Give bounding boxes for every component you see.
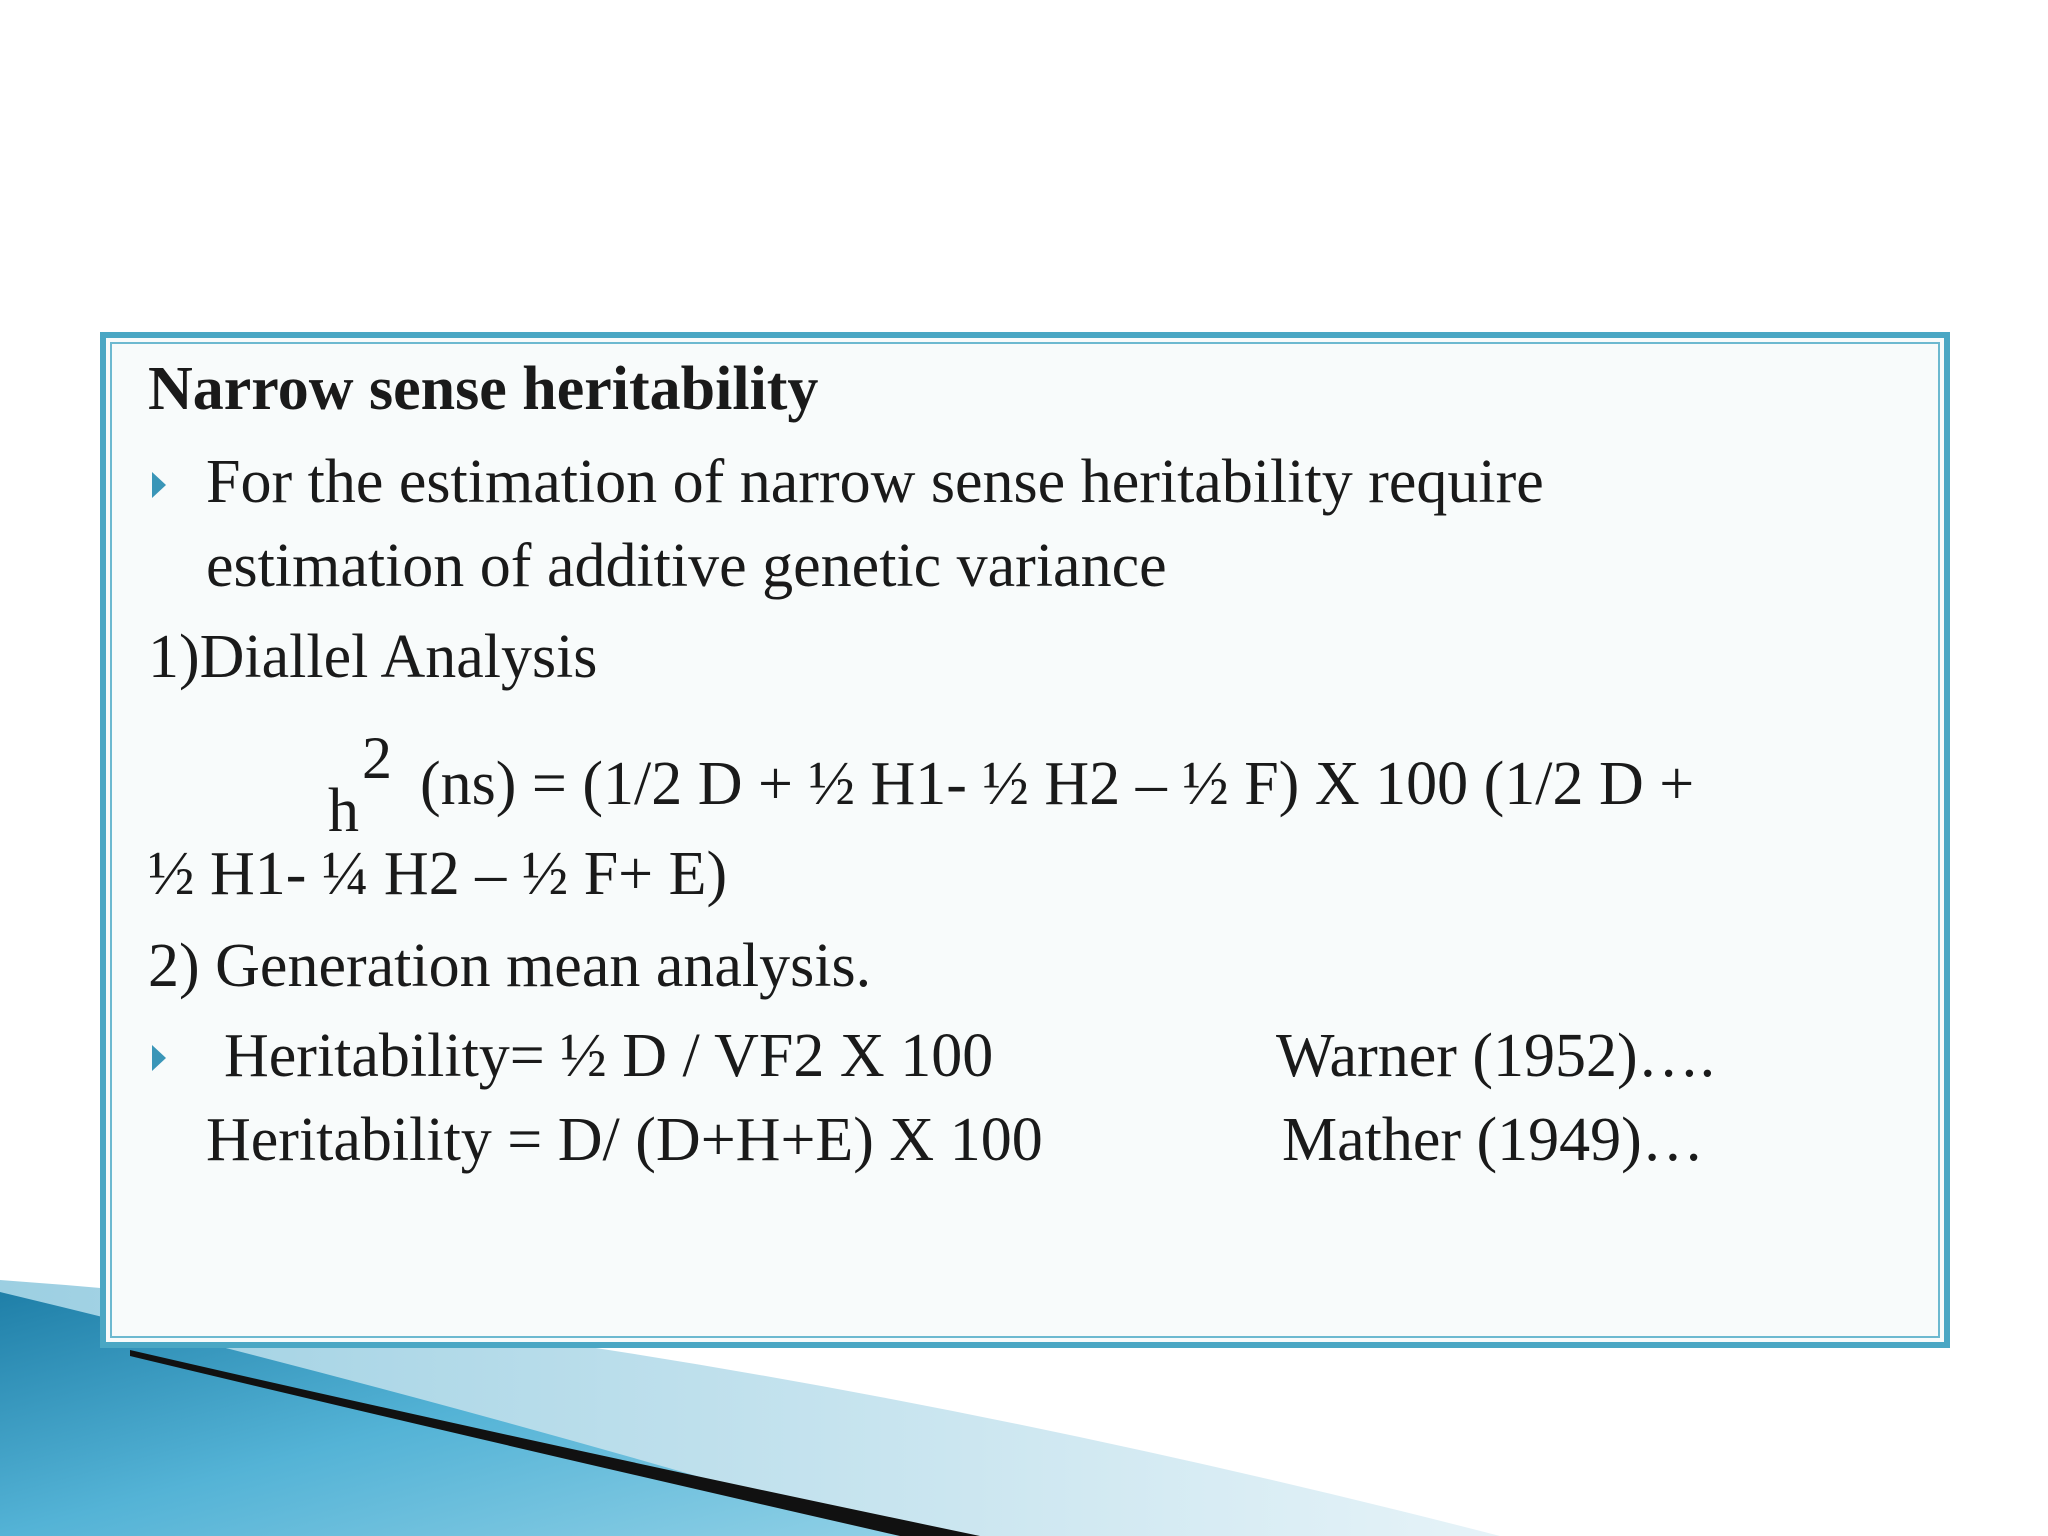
- formula-base: h: [328, 777, 359, 845]
- formula-1-line-1: (ns) = (1/2 D + ½ H1- ½ H2 – ½ F) X 100 (1/2 D +: [420, 750, 1695, 818]
- bullet-2-citation: Warner (1952)….: [1276, 1022, 1716, 1090]
- item-diallel-analysis: 1)Diallel Analysis: [148, 623, 598, 691]
- slide-title: Narrow sense heritability: [148, 355, 819, 423]
- bullet-1-line-2: estimation of additive genetic variance: [206, 532, 1167, 600]
- formula-1-line-2: ½ H1- ¼ H2 – ½ F+ E): [148, 840, 728, 908]
- item-generation-mean-analysis: 2) Generation mean analysis.: [148, 932, 872, 1000]
- bullet-arrow-icon: [152, 1045, 166, 1071]
- bullet-2-formula: Heritability= ½ D / VF2 X 100: [224, 1022, 994, 1090]
- heritability-line-citation: Mather (1949)…: [1282, 1106, 1704, 1174]
- bullet-arrow-icon: [152, 472, 166, 498]
- heritability-line-formula: Heritability = D/ (D+H+E) X 100: [206, 1106, 1043, 1174]
- bullet-1-line-1: For the estimation of narrow sense heritability require: [206, 448, 1544, 516]
- formula-exponent: 2: [362, 725, 392, 791]
